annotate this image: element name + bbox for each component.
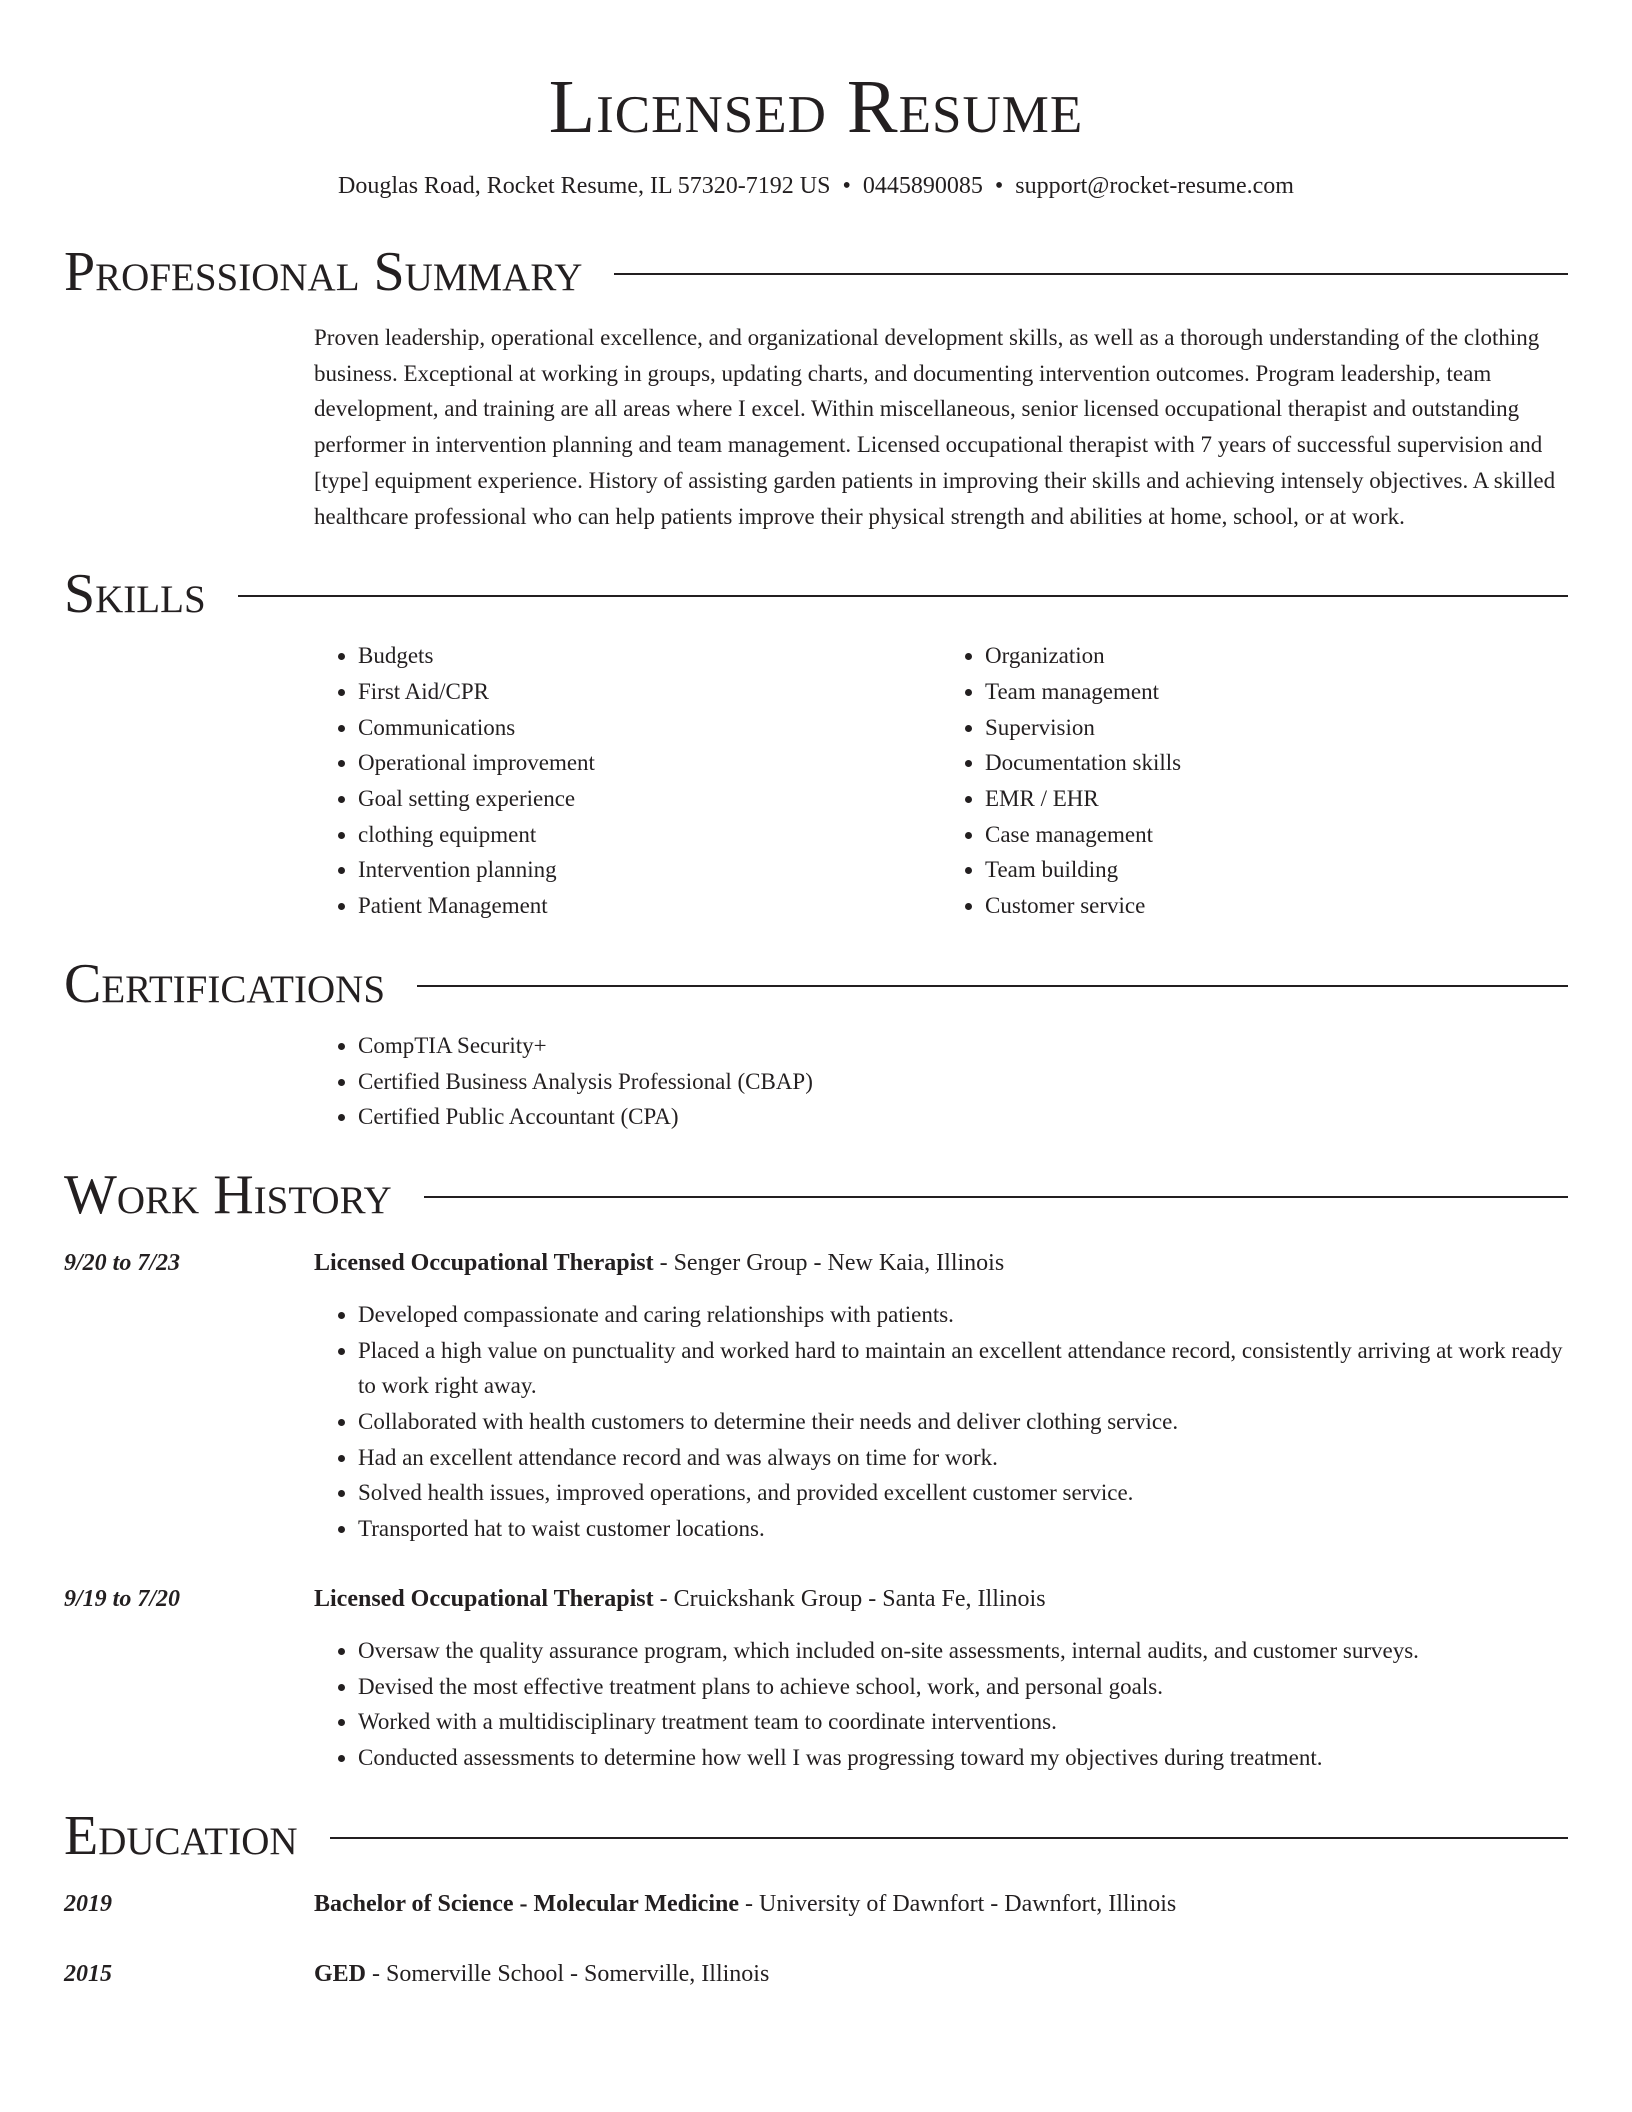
resume-title: Licensed Resume — [548, 65, 1084, 149]
resume-page — [64, 0, 1568, 1992]
skill-item: • clothing equipment — [358, 817, 941, 853]
education-school-location: - Somerville School - Somerville, Illinois — [366, 1960, 770, 1987]
job-entry-header — [64, 1245, 1568, 1281]
job-bullet: • Placed a high value on punctuality and worked hard to maintain an excellent attendance record, consistently arriving at work ready to work right away. — [358, 1333, 1568, 1404]
education-school-location: - University of Dawnfort - Dawnfort, Illinois — [739, 1890, 1177, 1917]
summary-heading — [64, 238, 1568, 306]
job-bullet: • Solved health issues, improved operations, and provided excellent customer service. — [358, 1475, 1568, 1511]
education-year: 2019 — [64, 1890, 112, 1917]
email: support@rocket-resume.com — [1015, 173, 1294, 199]
job-bullet: • Worked with a multidisciplinary treatment team to coordinate interventions. — [358, 1704, 1568, 1740]
skills-column-left — [314, 638, 941, 924]
skill-item: • Operational improvement — [358, 745, 941, 781]
job-bullet: • Collaborated with health customers to determine their needs and deliver clothing service. — [358, 1404, 1568, 1440]
section-divider — [614, 273, 1568, 275]
job-employer-location: - Senger Group - New Kaia, Illinois — [653, 1249, 1005, 1276]
work-history-title: Work History — [64, 1163, 392, 1226]
job-bullet: • Developed compassionate and caring relationships with patients. — [358, 1297, 1568, 1333]
education-entry — [64, 1886, 1568, 1922]
job-heading — [314, 1245, 1004, 1281]
work-history-heading — [64, 1161, 1568, 1229]
skills-list — [314, 638, 1568, 924]
separator-dot: • — [994, 173, 1004, 199]
contact-line — [64, 170, 1568, 202]
section-divider — [417, 985, 1568, 987]
summary-text: Proven leadership, operational excellence, and organizational development skills, as well as a thorough understanding of the clothing business. Exceptional at working in groups, updating charts, and documenting intervention outcomes. Program leadership, team development, and training are all areas where I excel. Within miscellaneous, senior licensed occupational therapist and outstanding performer in intervention planning and team management. Licensed occupational therapist with 7 years of successful supervision and [type] equipment experience. History of assisting garden patients in improving their skills and achieving intensely objectives. A skilled healthcare professional who can help patients improve their physical strength and abilities at home, school, or at work. — [314, 325, 1556, 529]
section-divider — [238, 595, 1568, 597]
education-degree: GED — [314, 1960, 367, 1987]
certification-item: • Certified Business Analysis Professional (CBAP) — [358, 1064, 1568, 1100]
certifications-title: Certifications — [64, 952, 386, 1015]
job-dates: 9/20 to 7/23 — [64, 1249, 181, 1276]
skills-column-right — [941, 638, 1568, 924]
skill-item: • Communications — [358, 710, 941, 746]
job-bullets — [314, 1297, 1568, 1547]
education-heading-line — [314, 1886, 1176, 1922]
skill-item: • Intervention planning — [358, 852, 941, 888]
job-bullet: • Transported hat to waist customer locations. — [358, 1511, 1568, 1547]
skill-item: • Case management — [985, 817, 1568, 853]
job-bullet: • Conducted assessments to determine how well I was progressing toward my objectives during treatment. — [358, 1740, 1568, 1776]
education-degree: Bachelor of Science - Molecular Medicine — [314, 1890, 740, 1917]
job-role: Licensed Occupational Therapist — [314, 1249, 654, 1276]
skill-item: • Supervision — [985, 710, 1568, 746]
certification-item: • CompTIA Security+ — [358, 1028, 1568, 1064]
education-heading-line — [314, 1956, 769, 1992]
skills-heading — [64, 560, 1568, 628]
skill-item: • EMR / EHR — [985, 781, 1568, 817]
skills-title: Skills — [64, 563, 206, 626]
skill-item: • Budgets — [358, 638, 941, 674]
job-bullet: • Oversaw the quality assurance program, which included on-site assessments, internal audits, and customer surveys. — [358, 1633, 1568, 1669]
job-bullets — [314, 1633, 1568, 1776]
skill-item: • Team management — [985, 674, 1568, 710]
skill-item: • Patient Management — [358, 888, 941, 924]
skill-item: • Goal setting experience — [358, 781, 941, 817]
summary-body — [314, 320, 1568, 534]
education-heading — [64, 1802, 1568, 1870]
section-divider — [330, 1837, 1568, 1839]
phone: 0445890085 — [862, 173, 983, 199]
education-entry — [64, 1956, 1568, 1992]
education-title: Education — [64, 1804, 298, 1867]
education-year: 2015 — [64, 1960, 112, 1987]
job-dates: 9/19 to 7/20 — [64, 1585, 181, 1612]
job-entry-header — [64, 1581, 1568, 1617]
job-heading — [314, 1581, 1046, 1617]
certifications-heading — [64, 950, 1568, 1018]
section-divider — [424, 1196, 1568, 1198]
skill-item: • Documentation skills — [985, 745, 1568, 781]
address: Douglas Road, Rocket Resume, IL 57320-7192 US — [338, 173, 831, 199]
summary-title: Professional Summary — [64, 241, 583, 303]
skill-item: • Team building — [985, 852, 1568, 888]
job-employer-location: - Cruickshank Group - Santa Fe, Illinois — [653, 1585, 1046, 1612]
skill-item: • First Aid/CPR — [358, 674, 941, 710]
certification-item: • Certified Public Accountant (CPA) — [358, 1099, 1568, 1135]
skill-item: • Organization — [985, 638, 1568, 674]
separator-dot: • — [842, 173, 851, 199]
job-bullet: • Devised the most effective treatment plans to achieve school, work, and personal goals. — [358, 1669, 1568, 1705]
job-role: Licensed Occupational Therapist — [314, 1585, 654, 1612]
job-bullet: • Had an excellent attendance record and was always on time for work. — [358, 1440, 1568, 1476]
skill-item: • Customer service — [985, 888, 1568, 924]
certifications-list — [314, 1028, 1568, 1135]
